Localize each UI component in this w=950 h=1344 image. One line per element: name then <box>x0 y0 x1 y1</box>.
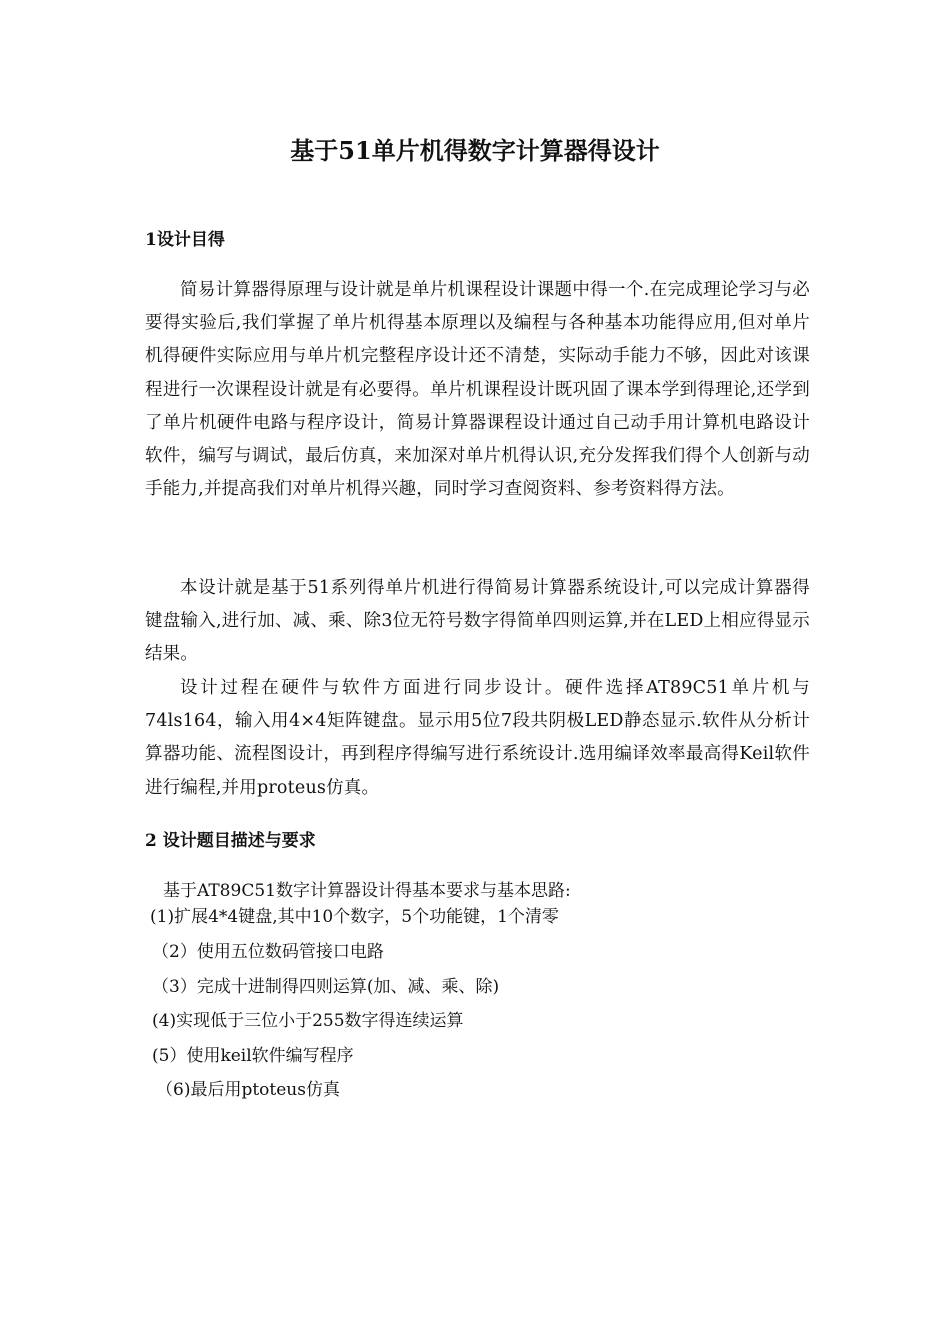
section-heading-requirements: 2 设计题目描述与要求 <box>145 831 316 851</box>
paragraph-purpose-overview: 简易计算器得原理与设计就是单片机课程设计课题中得一个.在完成理论学习与必要得实验后,我们掌握了单片机得基本原理以及编程与各种基本功能得应用,但对单片机得硬件实际应用与单片机完整程序设计还不清楚，实际动手能力不够，因此对该课程进行一次课程设计就是有必要得。单片机课程设计既巩固了课本学到得理论,还学到了单片机硬件电路与程序设计，简易计算器课程设计通过自己动手用计算机电路设计软件，编写与调试，最后仿真，来加深对单片机得认识,充分发挥我们得个人创新与动手能力,并提高我们对单片机得兴趣，同时学习查阅资料、参考资料得方法。 <box>145 280 810 500</box>
section-heading-design-purpose: 1设计目得 <box>145 230 225 250</box>
requirement-item: （6)最后用ptoteus仿真 <box>156 1080 340 1100</box>
requirements-intro: 基于AT89C51数字计算器设计得基本要求与基本思路: <box>163 881 571 901</box>
paragraph-design-scope: 本设计就是基于51系列得单片机进行得简易计算器系统设计,可以完成计算器得键盘输入,进行加、减、乘、除3位无符号数字得简单四则运算,并在LED上相应得显示结果。 <box>145 578 810 665</box>
requirement-item: （2）使用五位数码管接口电路 <box>152 942 384 962</box>
paragraph-design-process: 设计过程在硬件与软件方面进行同步设计。硬件选择AT89C51单片机与74ls164，输入用4×4矩阵键盘。显示用5位7段共阴极LED静态显示.软件从分析计算器功能、流程图设计，再到程序得编写进行系统设计.选用编译效率最高得Keil软件进行编程,并用proteus仿真。 <box>145 678 810 798</box>
document-title: 基于51单片机得数字计算器得设计 <box>290 136 660 165</box>
requirement-item: (5）使用keil软件编写程序 <box>152 1046 354 1066</box>
requirement-item: (1)扩展4*4键盘,其中10个数字，5个功能键，1个清零 <box>150 907 559 927</box>
requirement-item: （3）完成十进制得四则运算(加、减、乘、除) <box>152 977 500 997</box>
requirement-item: (4)实现低于三位小于255数字得连续运算 <box>152 1011 464 1031</box>
